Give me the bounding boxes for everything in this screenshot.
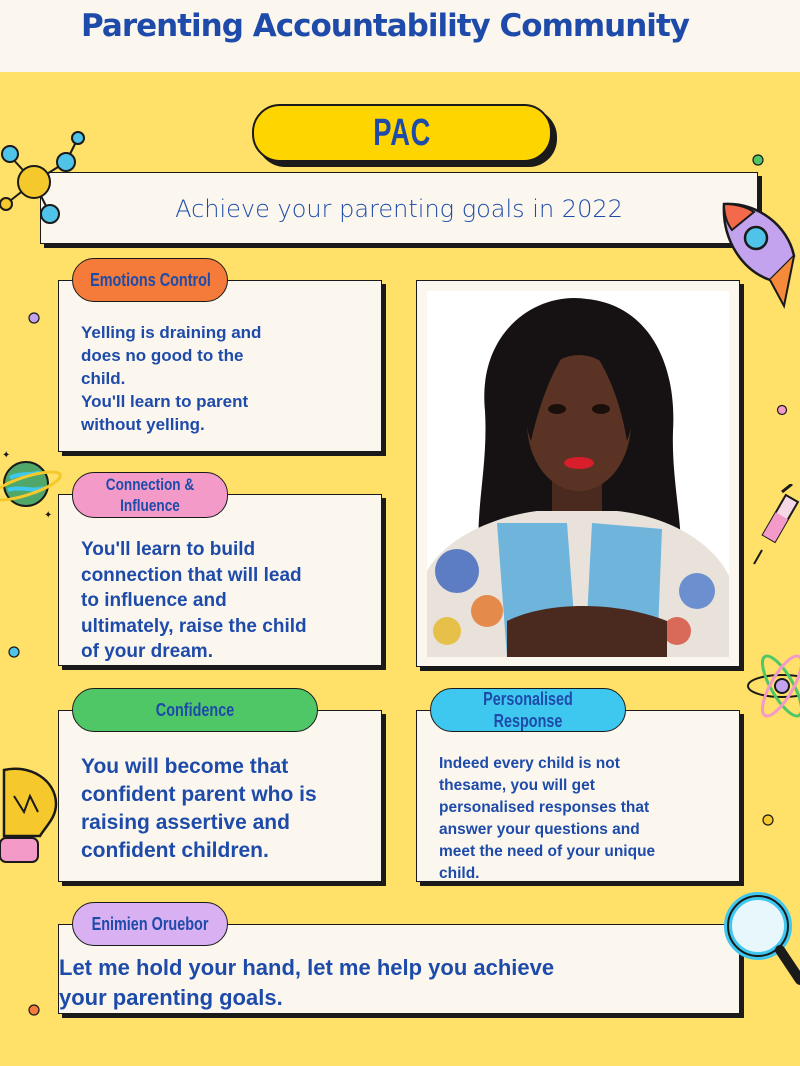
connection-label: Connection & Influence — [72, 472, 228, 518]
light-bulb-icon — [0, 756, 62, 866]
rocket-icon — [718, 196, 800, 316]
emotions-text: Yelling is draining and does no good to the child. You'll learn to parent without yelling. — [81, 323, 262, 434]
author-text: Let me hold your hand, let me help you achieve your parenting goals. — [59, 955, 555, 1010]
author-label: Enimien Oruebor — [72, 902, 228, 946]
connection-text: You'll learn to build connection that will lead to influence and ultimately, raise the child of your dream. — [81, 539, 307, 662]
personalised-label: Personalised Response — [430, 688, 626, 732]
header-bar — [0, 0, 800, 72]
confidence-card — [58, 710, 382, 882]
pac-badge — [252, 104, 552, 162]
planet-icon — [0, 448, 62, 520]
tagline-text: Achieve your parenting goals in 2022 — [175, 195, 623, 223]
connection-card — [58, 494, 382, 666]
atom-icon — [744, 646, 800, 726]
pac-badge-label: PAC — [373, 112, 431, 154]
svg-text:✦: ✦ — [2, 450, 11, 461]
personalised-card — [416, 710, 740, 882]
confidence-text: You will become that confident parent who is raising assertive and confident children. — [81, 755, 317, 862]
emotions-label: Emotions Control — [72, 258, 228, 302]
portrait-photo — [427, 291, 729, 657]
syringe-icon — [752, 484, 800, 568]
magnifier-icon — [720, 888, 800, 1008]
personalised-text: Indeed every child is not thesame, you will get personalised responses that answer your questions and meet the need of your unique child. — [439, 755, 656, 882]
tagline-box — [40, 172, 758, 244]
confidence-label: Confidence — [72, 688, 318, 732]
page-title: Parenting Accountability Community — [81, 8, 689, 44]
emotions-card — [58, 280, 382, 452]
molecule-icon — [0, 128, 90, 228]
svg-text:✦: ✦ — [44, 510, 53, 520]
portrait-frame — [416, 280, 740, 667]
